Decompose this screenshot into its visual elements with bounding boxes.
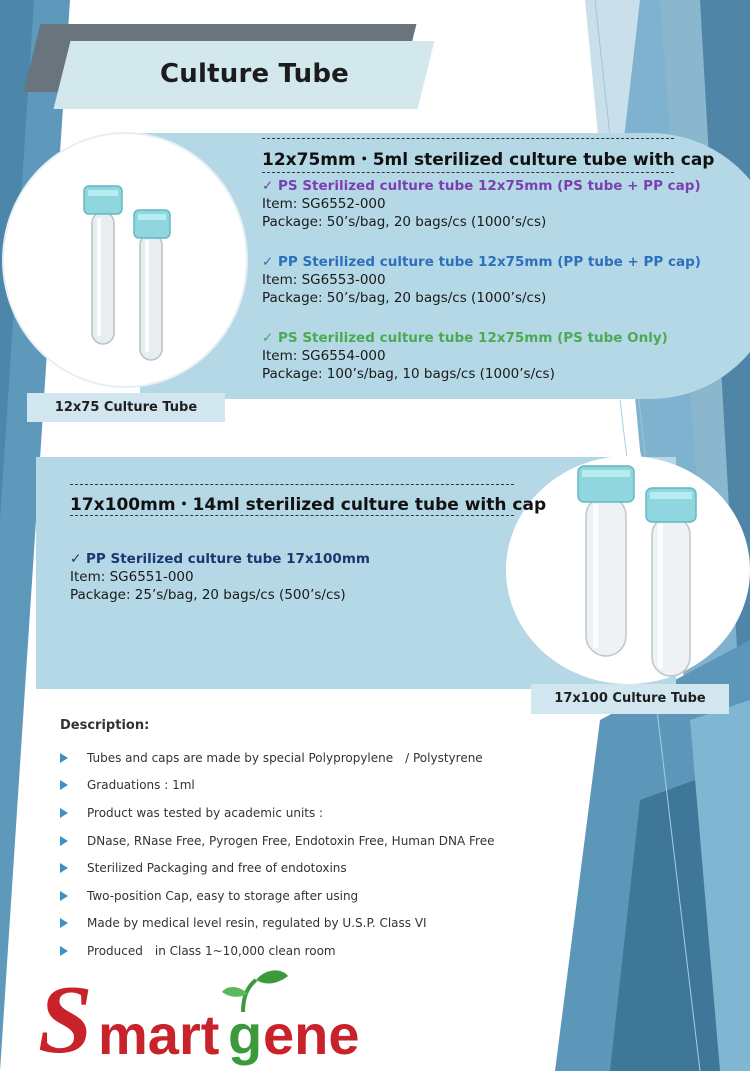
description-heading: Description: — [60, 718, 150, 733]
list-item — [60, 854, 494, 882]
list-item-text: Produced in Class 1~10,000 clean room — [87, 944, 336, 959]
section1-divider-bottom — [262, 172, 674, 173]
triangle-bullet-icon — [60, 780, 68, 790]
description-list — [60, 744, 494, 965]
product-item-code: Item: SG6551-000 — [70, 569, 194, 585]
list-item — [60, 772, 494, 800]
list-item — [60, 937, 494, 965]
list-item-text: Made by medical level resin, regulated by U.S.P. Class VI — [87, 916, 427, 931]
section1-heading: 12x75mm・5ml sterilized culture tube with cap — [262, 150, 715, 170]
list-item-text: DNase, RNase Free, Pyrogen Free, Endotoxin Free, Human DNA Free — [87, 833, 495, 848]
product-item-code: Item: SG6552-000 — [262, 196, 386, 212]
section1-divider-top — [262, 138, 674, 139]
product-title: ✓ PS Sterilized culture tube 12x75mm (PS tube + PP cap) — [262, 178, 701, 194]
list-item-text: Tubes and caps are made by special Polypropylene / Polystyrene — [87, 751, 483, 766]
page-title: Culture Tube — [160, 59, 349, 89]
triangle-bullet-icon — [60, 808, 68, 818]
list-item-text: Graduations : 1ml — [87, 778, 195, 793]
product-package: Package: 25’s/bag, 20 bags/cs (500’s/cs) — [70, 587, 346, 603]
list-item — [60, 910, 494, 938]
product-package: Package: 100’s/bag, 10 bags/cs (1000’s/cs) — [262, 366, 555, 382]
list-item — [60, 744, 494, 772]
list-item-text: Product was tested by academic units : — [87, 805, 324, 820]
section1-photo — [4, 134, 246, 386]
product-item — [262, 329, 668, 383]
product-title: ✓ PP Sterilized culture tube 17x100mm — [70, 551, 370, 567]
triangle-bullet-icon — [60, 918, 68, 928]
product-item-code: Item: SG6553-000 — [262, 272, 386, 288]
section2-divider-bottom — [70, 515, 514, 516]
list-item — [60, 827, 494, 855]
triangle-bullet-icon — [60, 753, 68, 763]
section2-divider-top — [70, 484, 514, 485]
product-title: ✓ PS Sterilized culture tube 12x75mm (PS tube Only) — [262, 330, 668, 346]
triangle-bullet-icon — [60, 891, 68, 901]
product-item — [70, 550, 370, 604]
svg-text:ene: ene — [263, 1003, 360, 1066]
product-package: Package: 50’s/bag, 20 bags/cs (1000’s/cs) — [262, 214, 547, 230]
svg-text:S: S — [38, 966, 93, 1066]
product-item — [262, 253, 701, 307]
product-item-code: Item: SG6554-000 — [262, 348, 386, 364]
list-item-text: Two-position Cap, easy to storage after using — [87, 888, 359, 903]
product-item — [262, 177, 701, 231]
list-item — [60, 882, 494, 910]
triangle-bullet-icon — [60, 836, 68, 846]
product-title: ✓ PP Sterilized culture tube 12x75mm (PP tube + PP cap) — [262, 254, 701, 270]
section2-heading: 17x100mm・14ml sterilized culture tube with cap — [70, 495, 547, 515]
product-package: Package: 50’s/bag, 20 bags/cs (1000’s/cs) — [262, 290, 547, 306]
list-item — [60, 799, 494, 827]
smartgene-logo — [38, 966, 378, 1066]
svg-text:mart: mart — [98, 1003, 220, 1066]
triangle-bullet-icon — [60, 863, 68, 873]
culture-tube-photo-icon — [4, 134, 246, 386]
svg-text:g: g — [228, 1003, 263, 1066]
section1-caption: 12x75 Culture Tube — [27, 393, 225, 422]
triangle-bullet-icon — [60, 946, 68, 956]
list-item-text: Sterilized Packaging and free of endotoxins — [87, 861, 347, 876]
section2-caption: 17x100 Culture Tube — [531, 684, 729, 714]
